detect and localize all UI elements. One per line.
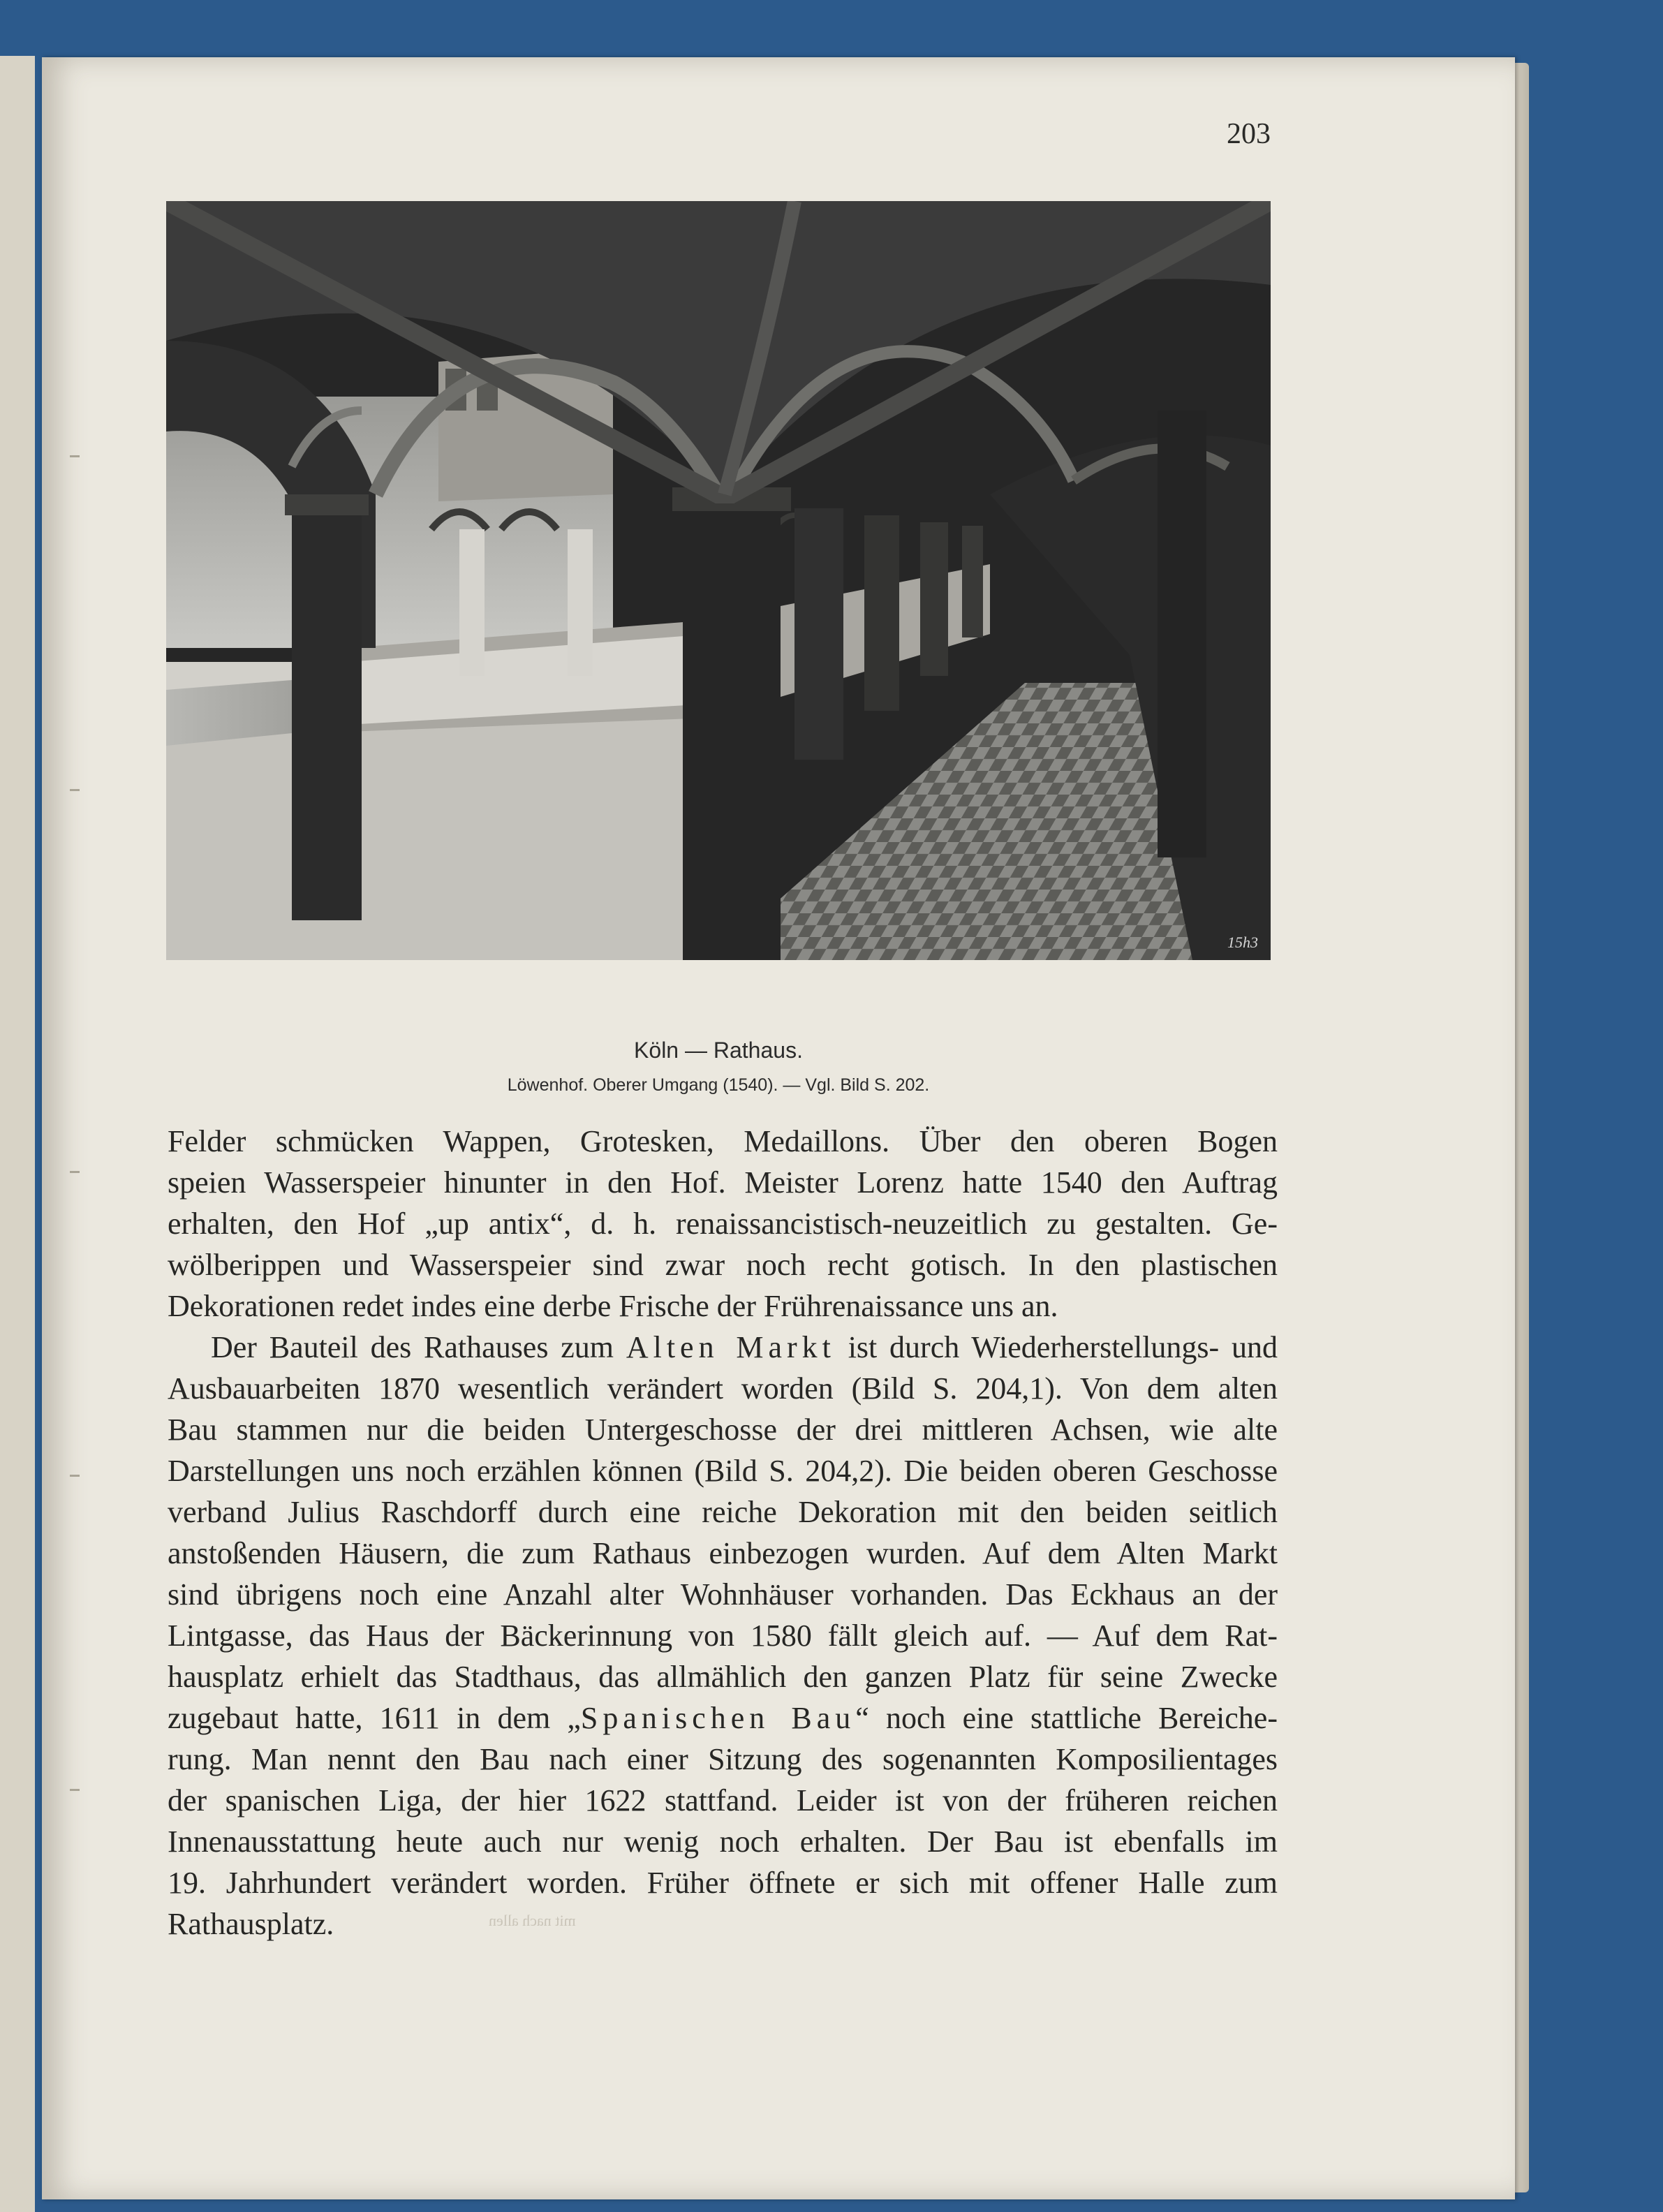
text-line: rung. Man nennt den Bau nach einer Sitzung des sogenannten Komposilientages <box>168 1742 1278 1776</box>
text-line: Lintgasse, das Haus der Bäckerinnung von 1580 fällt gleich auf. — Auf dem Rat- <box>168 1619 1278 1653</box>
text-line: speien Wasserspeier hinunter in den Hof. Meister Lorenz hatte 1540 den Auftrag <box>168 1165 1278 1200</box>
emphasis-alter-markt: Alten Markt <box>626 1330 836 1364</box>
bleed-through-text: mit nach allen <box>489 1912 576 1929</box>
text-segment: Der Bauteil des Rathauses zum <box>211 1330 614 1364</box>
text-line: Ausbauarbeiten 1870 wesentlich verändert worden (Bild S. 204,1). Von dem alten <box>168 1371 1278 1406</box>
text-line: wölberippen und Wasserspeier sind zwar noch recht gotisch. In den plastischen <box>168 1248 1278 1282</box>
text-line <box>168 1327 1278 1368</box>
text-line: Innenausstattung heute auch nur wenig noch erhalten. Der Bau ist ebenfalls im <box>168 1824 1278 1859</box>
binding-stitch <box>70 1789 80 1791</box>
text-line: Felder schmücken Wappen, Grotesken, Medaillons. Über den oberen Bogen <box>168 1124 1278 1158</box>
facing-page-edge <box>0 56 35 2212</box>
text-line: Bau stammen nur die beiden Untergeschosse der drei mittleren Achsen, wie alte <box>168 1413 1278 1447</box>
text-segment: zugebaut hatte, 1611 in dem „ <box>168 1701 581 1735</box>
binding-stitch <box>70 455 80 457</box>
text-segment: ist durch Wiederherstellungs- und <box>848 1330 1278 1364</box>
text-line: erhalten, den Hof „up antix“, d. h. renaissancistisch-neuzeitlich zu gestalten. Ge- <box>168 1207 1278 1241</box>
text-line: 19. Jahrhundert verändert worden. Früher öffnete er sich mit offener Halle zum <box>168 1866 1278 1900</box>
text-line: Darstellungen uns noch erzählen können (Bild S. 204,2). Die beiden oberen Geschosse <box>168 1454 1278 1488</box>
text-line: Dekorationen redet indes eine derbe Frische der Frührenaissance uns an. <box>168 1289 1058 1323</box>
binding-stitch <box>70 789 80 791</box>
caption-title: Köln — Rathaus. <box>634 1038 803 1063</box>
text-line: der spanischen Liga, der hier 1622 stattfand. Leider ist von der früheren reichen <box>168 1783 1278 1817</box>
arcade-photograph <box>166 201 1271 960</box>
plate-number: 15h3 <box>1227 934 1258 951</box>
text-line <box>168 1697 1278 1739</box>
caption-subtitle: Löwenhof. Oberer Umgang (1540). — Vgl. Bild S. 202. <box>507 1075 930 1095</box>
binding-stitch <box>70 1475 80 1477</box>
text-line: verband Julius Raschdorff durch eine reiche Dekoration mit den beiden seitlich <box>168 1495 1278 1529</box>
text-line: sind übrigens noch eine Anzahl alter Wohnhäuser vorhanden. Das Eckhaus an der <box>168 1577 1278 1612</box>
emphasis-spanischer-bau: Spanischen Bau <box>580 1701 856 1735</box>
text-line: Rathausplatz. <box>168 1907 334 1941</box>
page-number: 203 <box>1227 118 1271 150</box>
text-line: hausplatz erhielt das Stadthaus, das allmählich den ganzen Platz für seine Zwecke <box>168 1660 1278 1694</box>
body-text <box>168 1121 1278 1945</box>
binding-stitch <box>70 1171 80 1173</box>
text-segment: “ noch eine stattliche Bereiche- <box>855 1701 1278 1735</box>
text-line: anstoßenden Häusern, die zum Rathaus einbezogen wurden. Auf dem Alten Markt <box>168 1536 1278 1570</box>
